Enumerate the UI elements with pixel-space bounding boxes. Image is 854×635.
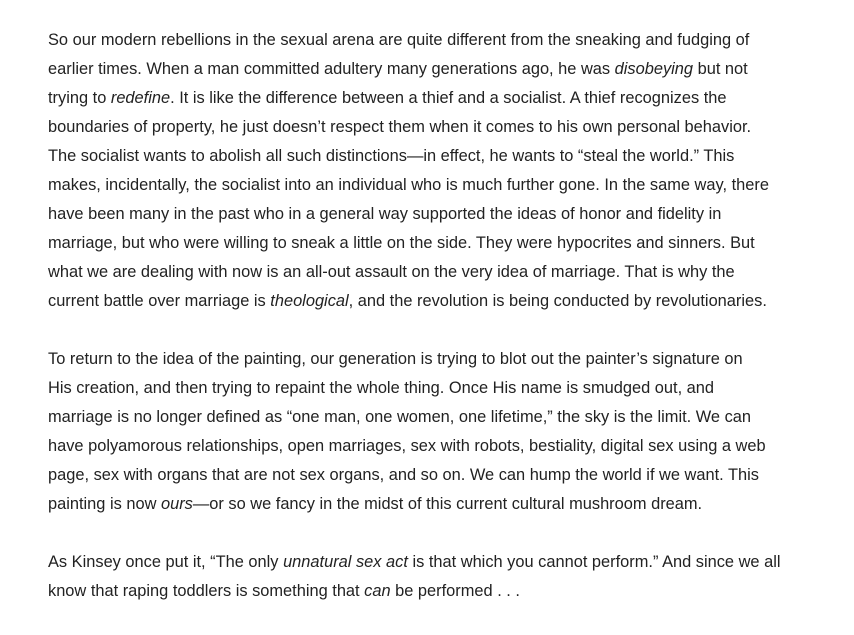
- emphasis-text: redefine: [110, 89, 171, 107]
- text-run: current battle over marriage is: [48, 292, 271, 310]
- text-run: boundaries of property, he just doesn’t respect them when it comes to his own personal behavior.: [48, 118, 752, 136]
- text-line: [48, 403, 838, 432]
- text-run: page, sex with organs that are not sex organs, and so on. We can hump the world if we want. This: [48, 466, 759, 484]
- text-line: [48, 142, 838, 171]
- text-run: is that which you cannot perform.” And since we all: [407, 553, 781, 571]
- text-run: have been many in the past who in a general way supported the ideas of honor and fidelity in: [48, 205, 722, 223]
- emphasis-text: unnatural sex act: [283, 553, 408, 571]
- text-line: [48, 287, 838, 316]
- text-run: earlier times. When a man committed adultery many generations ago, he was: [48, 60, 615, 78]
- text-run: The socialist wants to abolish all such distinctions—in effect, he wants to “steal the world.” This: [48, 147, 735, 165]
- text-run: As Kinsey once put it, “The only: [48, 553, 284, 571]
- article-body: [48, 26, 838, 635]
- text-line: [48, 84, 838, 113]
- text-line: [48, 258, 838, 287]
- text-run: makes, incidentally, the socialist into an individual who is much further gone. In the same way, there: [48, 176, 769, 194]
- text-run: trying to: [48, 89, 111, 107]
- text-line: [48, 577, 838, 606]
- text-run: To return to the idea of the painting, our generation is trying to blot out the painter’s signature on: [48, 350, 743, 368]
- text-run: what we are dealing with now is an all-out assault on the very idea of marriage. That is why the: [48, 263, 735, 281]
- text-run: marriage is no longer defined as “one man, one women, one lifetime,” the sky is the limit. We can: [48, 408, 752, 426]
- text-line: [48, 548, 838, 577]
- text-run: marriage, but who were willing to sneak a little on the side. They were hypocrites and sinners. But: [48, 234, 755, 252]
- emphasis-text: can: [364, 582, 391, 600]
- text-line: [48, 26, 838, 55]
- text-line: [48, 200, 838, 229]
- text-line: [48, 55, 838, 84]
- text-run: . It is like the difference between a thief and a socialist. A thief recognizes the: [170, 89, 727, 107]
- text-line: [48, 113, 838, 142]
- text-line: [48, 345, 838, 374]
- text-run: know that raping toddlers is something that: [48, 582, 365, 600]
- text-line: [48, 490, 838, 519]
- text-run: painting is now: [48, 495, 161, 513]
- paragraph: [48, 26, 838, 316]
- text-run: be performed . . .: [390, 582, 520, 600]
- text-run: but not: [693, 60, 748, 78]
- text-run: His creation, and then trying to repaint the whole thing. Once His name is smudged out, and: [48, 379, 715, 397]
- text-line: [48, 432, 838, 461]
- text-line: [48, 171, 838, 200]
- text-line: [48, 461, 838, 490]
- text-run: have polyamorous relationships, open marriages, sex with robots, bestiality, digital sex using a web: [48, 437, 766, 455]
- text-line: [48, 229, 838, 258]
- text-run: So our modern rebellions in the sexual arena are quite different from the sneaking and fudging of: [48, 31, 750, 49]
- text-line: [48, 374, 838, 403]
- emphasis-text: ours: [160, 495, 193, 513]
- text-run: —or so we fancy in the midst of this current cultural mushroom dream.: [192, 495, 703, 513]
- emphasis-text: disobeying: [614, 60, 694, 78]
- paragraph: [48, 548, 838, 606]
- emphasis-text: theological: [270, 292, 349, 310]
- text-run: , and the revolution is being conducted by revolutionaries.: [348, 292, 767, 310]
- paragraph: [48, 345, 838, 519]
